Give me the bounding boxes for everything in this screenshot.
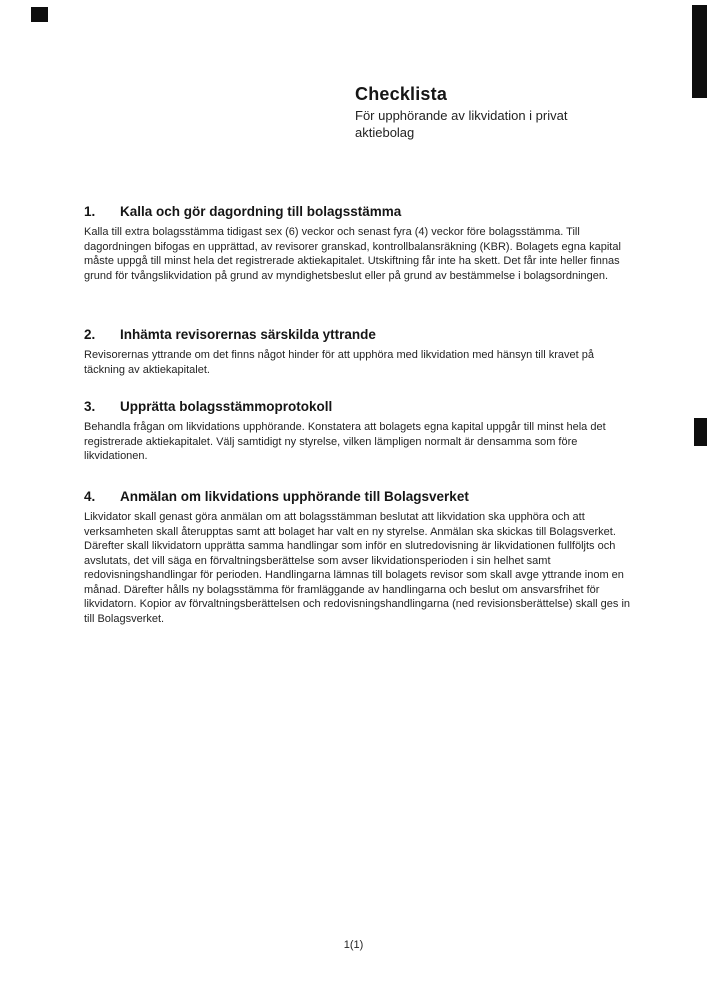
section-3-number: 3.: [84, 399, 96, 414]
section-2-number: 2.: [84, 327, 96, 342]
scan-artifact-mid-right: [694, 418, 707, 446]
section-4-heading: [84, 488, 632, 505]
section-4-body: Likvidator skall genast göra anmälan om att bolagsstämman beslutat att likvidation ska upphöra och att verksamheten skall återupptas samt att bolaget har valt en ny styrelse. Anmälan ska skickas till Bolagsverket. Därefter skall likvidatorn upprätta samma handlingar som inför en slutredovisning är likvidationen fullföljts och avslutats, det vill säga en förvaltningsberättelse som avser likvidationsperioden i sin helhet samt redovisningshandlingar för perioden. Handlingarna lämnas till bolagets revisor som skall avge yttrande inom en månad. Därefter hålls ny bolagsstämma för framläggande av handlingarna och beslut om ansvarsfrihet för likvidatorn. Kopior av förvaltningsberättelsen och redovisningshandlingarna (ned revisionsberättelse) skall ges in till Bolagsverket.: [84, 511, 631, 625]
scan-artifact-top-left: [31, 7, 48, 22]
scan-artifact-top-right: [692, 5, 707, 98]
section-4-number: 4.: [84, 489, 96, 504]
page-number: 1(1): [343, 939, 364, 951]
document-title: Checklista: [355, 84, 448, 104]
section-1: [84, 203, 632, 283]
section-2-heading: [84, 326, 632, 343]
section-3-heading-text: Upprätta bolagsstämmoprotokoll: [120, 399, 333, 414]
section-2: [84, 326, 632, 377]
document-header: [355, 84, 615, 141]
section-2-heading-text: Inhämta revisorernas särskilda yttrande: [120, 327, 376, 342]
section-3-heading: [84, 398, 632, 415]
section-4-heading-text: Anmälan om likvidations upphörande till Bolagsverket: [120, 489, 469, 504]
section-1-heading-text: Kalla och gör dagordning till bolagsstämma: [120, 204, 402, 219]
document-subtitle: För upphörande av likvidation i privat aktiebolag: [355, 108, 568, 140]
section-4: [84, 488, 632, 626]
section-3: [84, 398, 632, 464]
section-1-heading: [84, 203, 632, 220]
section-2-body: Revisorernas yttrande om det finns något hinder för att upphöra med likvidation med hänsyn till kravet på täckning av aktiekapitalet.: [84, 349, 594, 376]
section-1-number: 1.: [84, 204, 96, 219]
section-1-body: Kalla till extra bolagsstämma tidigast sex (6) veckor och senast fyra (4) veckor före bolagsstämma. Till dagordningen bifogas en upprättad, av revisorer granskad, kontrollbalansräkning (KBR). Bolagets egna kapital måste uppgå till minst hela det registrerade aktiekapitalet. Utskiftning får inte ha skett. Det får inte heller finnas grund för tvångslikvidation på grund av myndighetsbeslut eller på grund av bestämmelse i bolagsordningen.: [84, 226, 621, 282]
section-3-body: Behandla frågan om likvidations upphörande. Konstatera att bolagets egna kapital uppgår till minst hela det registrerade aktiekapitalet. Välj samtidigt ny styrelse, vilken lämpligen normalt är densamma som före likvidationen.: [84, 421, 606, 462]
